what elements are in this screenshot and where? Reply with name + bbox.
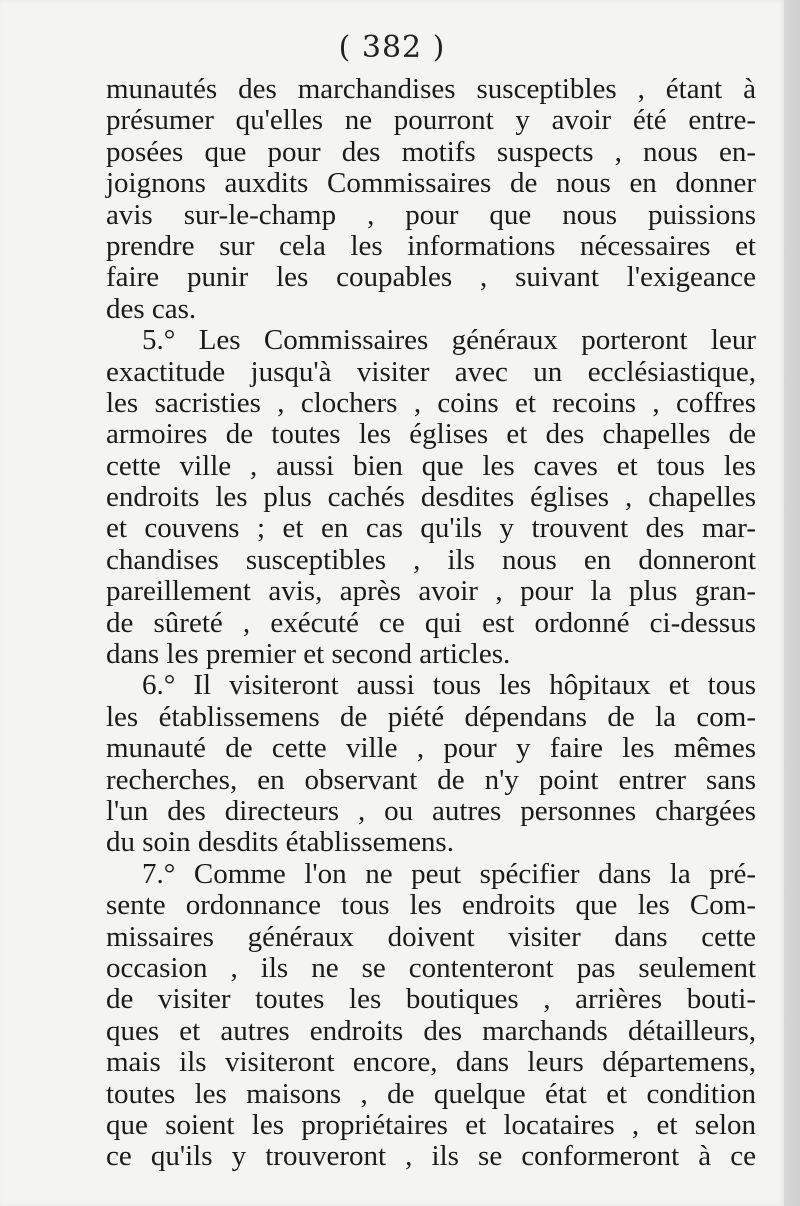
page-edge (784, 0, 800, 1206)
text-line: et couvens ; et en cas qu'ils y trouvent des mar- (106, 512, 756, 545)
text-line: exactitude jusqu'à visiter avec un ecclésiastique, (106, 355, 756, 388)
text-line: posées que pour des motifs suspects , nous en- (106, 135, 756, 168)
text-line: ques et autres endroits des marchands détailleurs, (106, 1014, 756, 1047)
text-line: de sûreté , exécuté ce qui est ordonné ci-dessus (106, 606, 756, 639)
text-line: occasion , ils ne se contenteront pas seulement (106, 951, 756, 984)
text-line: endroits les plus cachés desdites églises , chapelles (106, 481, 756, 514)
text-line: cette ville , aussi bien que les caves et tous les (106, 449, 756, 482)
text-line: armoires de toutes les églises et des chapelles de (106, 418, 756, 451)
text-line: joignons auxdits Commissaires de nous en donner (106, 167, 756, 200)
text-line: de visiter toutes les boutiques , arrières bouti- (106, 983, 756, 1016)
text-line: dans les premier et second articles. (106, 638, 511, 671)
text-line: avis sur-le-champ , pour que nous puissions (106, 198, 756, 231)
body-text (106, 74, 756, 1173)
text-line: sente ordonnance tous les endroits que les Com- (106, 889, 756, 922)
text-line: 6.° Il visiteront aussi tous les hôpitaux et tous (142, 669, 756, 702)
text-line: ce qu'ils y trouveront , ils se conformeront à ce (106, 1140, 756, 1173)
text-line: l'un des directeurs , ou autres personnes chargées (106, 794, 756, 827)
text-line: que soient les propriétaires et locataires , et selon (106, 1108, 756, 1141)
page-number: ( 382 ) (338, 30, 446, 65)
text-line: prendre sur cela les informations nécessaires et (106, 229, 756, 262)
text-line: des cas. (106, 292, 197, 325)
text-line: munauté de cette ville , pour y faire les mêmes (106, 732, 756, 765)
text-line: les établissemens de piété dépendans de la com- (106, 700, 756, 733)
text-line: 5.° Les Commissaires généraux porteront leur (142, 324, 756, 357)
text-line: toutes les maisons , de quelque état et condition (106, 1077, 756, 1110)
text-line: mais ils visiteront encore, dans leurs départemens, (106, 1046, 756, 1079)
text-line: présumer qu'elles ne pourront y avoir été entre- (106, 104, 756, 137)
text-line: 7.° Comme l'on ne peut spécifier dans la pré- (142, 857, 756, 890)
text-line: recherches, en observant de n'y point entrer sans (106, 763, 756, 796)
text-line: chandises susceptibles , ils nous en donneront (106, 543, 756, 576)
text-line: faire punir les coupables , suivant l'exigeance (106, 261, 756, 294)
text-line: munautés des marchandises susceptibles , étant à (106, 73, 756, 105)
text-line: missaires généraux doivent visiter dans cette (106, 920, 756, 953)
text-line: les sacristies , clochers , coins et recoins , coffres (106, 386, 756, 419)
text-line: du soin desdits établissemens. (106, 826, 454, 859)
text-line: pareillement avis, après avoir , pour la plus gran- (106, 575, 756, 608)
